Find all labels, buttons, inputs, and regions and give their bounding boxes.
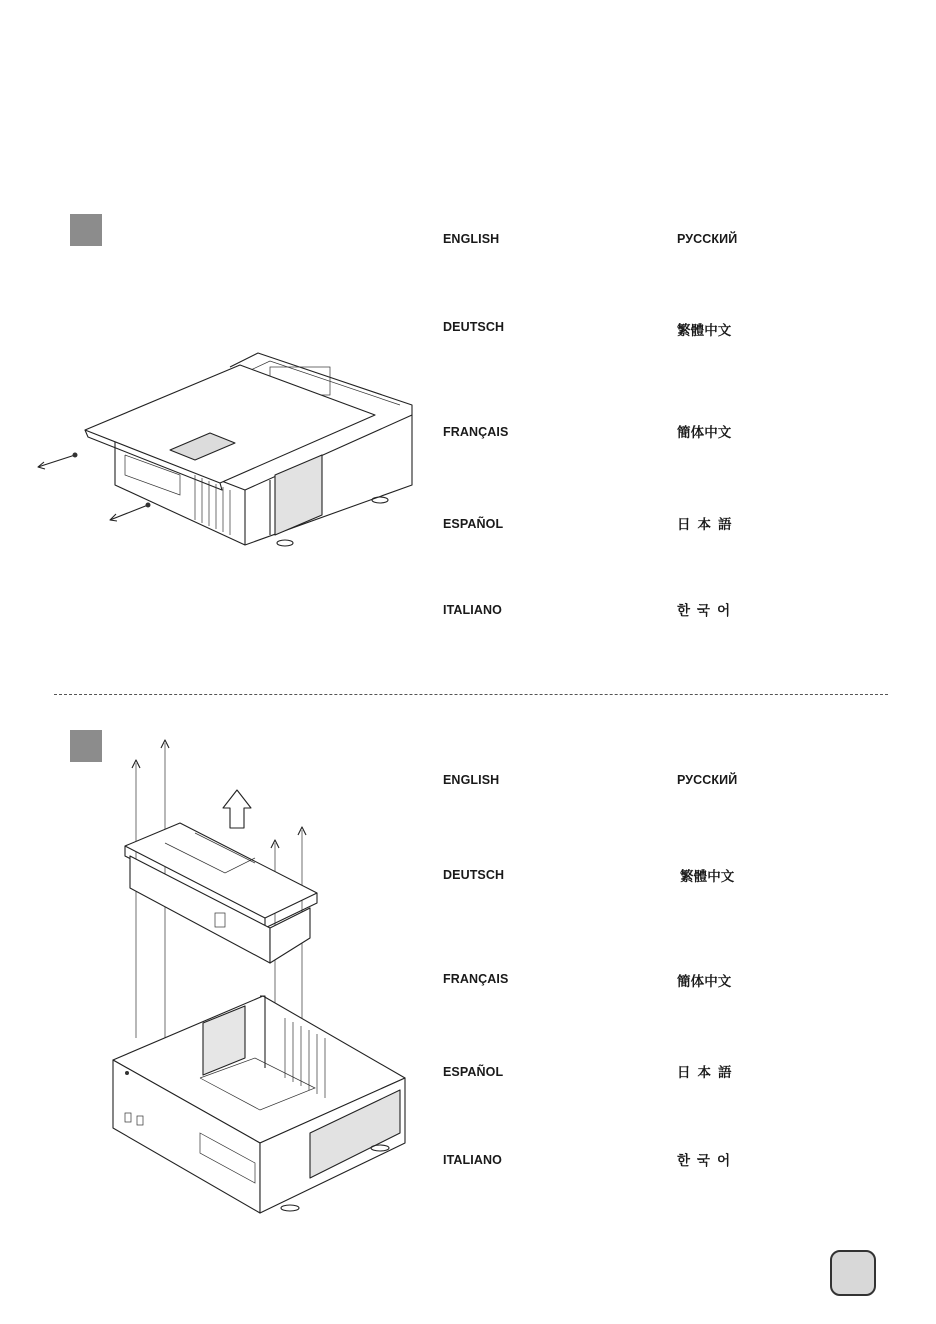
lang-simplified-chinese-1: 簡体中文: [677, 425, 732, 441]
step-2-marker: [70, 730, 102, 762]
lang-italiano-1: ITALIANO: [443, 603, 502, 617]
lang-deutsch-2: DEUTSCH: [443, 868, 505, 882]
lang-korean-1: 한국어: [677, 603, 738, 619]
lang-francais-1: FRANÇAIS: [443, 425, 509, 439]
lang-traditional-chinese-2: 繁體中文: [680, 869, 735, 885]
step-1-marker: [70, 214, 102, 246]
lang-japanese-1: 日本語: [677, 517, 739, 533]
step-1-illustration: [30, 345, 420, 555]
lang-espanol-1: ESPAÑOL: [443, 517, 504, 531]
lang-traditional-chinese-1: 繁體中文: [677, 323, 732, 339]
lang-francais-2: FRANÇAIS: [443, 972, 509, 986]
lang-english-2: ENGLISH: [443, 773, 500, 787]
lang-russian-2: РУССКИЙ: [677, 773, 738, 787]
lang-english-1: ENGLISH: [443, 232, 500, 246]
step-2-illustration: [105, 738, 415, 1218]
lang-espanol-2: ESPAÑOL: [443, 1065, 504, 1079]
lang-japanese-2: 日本語: [677, 1065, 739, 1081]
lang-russian-1: РУССКИЙ: [677, 232, 738, 246]
lang-deutsch-1: DEUTSCH: [443, 320, 505, 334]
section-divider: [54, 694, 888, 695]
page-number-badge: [830, 1250, 876, 1296]
lang-korean-2: 한국어: [677, 1153, 738, 1169]
lang-simplified-chinese-2: 簡体中文: [677, 974, 732, 990]
lang-italiano-2: ITALIANO: [443, 1153, 502, 1167]
